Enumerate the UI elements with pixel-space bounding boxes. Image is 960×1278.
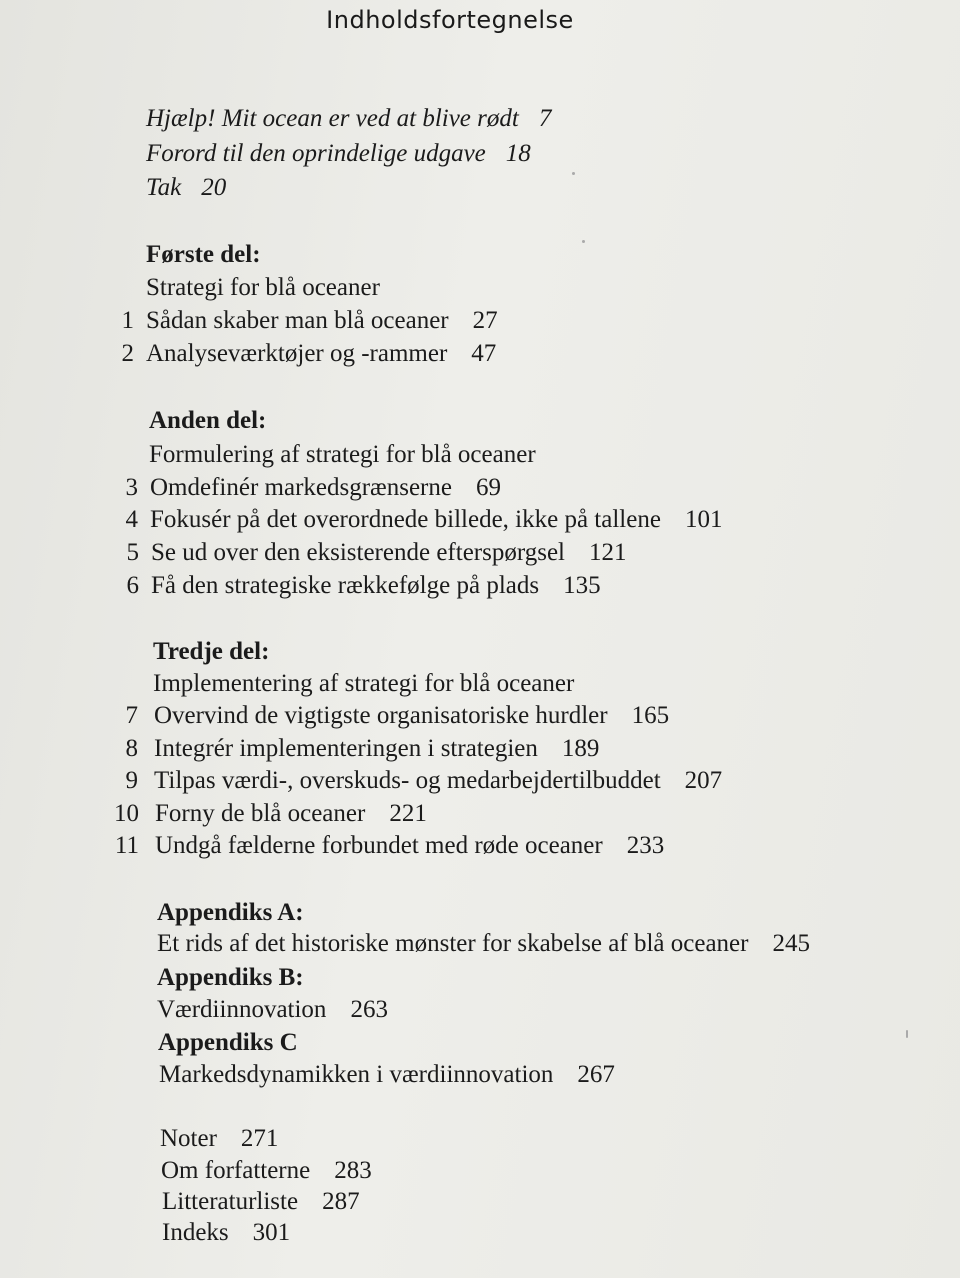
- chapter-number: 5: [126, 539, 139, 566]
- toc-chapter: [125, 766, 723, 796]
- part-heading: Anden del:: [149, 407, 267, 434]
- appendix-title: Markedsdynamikken i værdiinnovation: [159, 1061, 554, 1088]
- toc-chapter: [114, 831, 665, 861]
- part-heading: Første del:: [146, 241, 261, 268]
- toc-entry: [160, 1124, 278, 1154]
- appendix-page: 263: [350, 996, 388, 1023]
- appendix-heading: Appendiks C: [158, 1029, 298, 1056]
- chapter-title: Tilpas værdi-, overskuds- og medarbejdertilbuddet: [154, 767, 661, 794]
- toc-chapter: [126, 538, 627, 568]
- toc-entry-page: 287: [322, 1188, 360, 1215]
- part-subtitle: Strategi for blå oceaner: [146, 274, 380, 301]
- appendix-title: Et rids af det historiske mønster for skabelse af blå oceaner: [157, 930, 749, 957]
- appendix-title: Værdiinnovation: [157, 996, 327, 1023]
- chapter-number: 11: [114, 832, 139, 859]
- chapter-title: Undgå fælderne forbundet med røde oceaner: [155, 832, 603, 859]
- chapter-page: 189: [561, 735, 600, 762]
- toc-chapter: [125, 505, 723, 535]
- chapter-page: 207: [684, 767, 723, 794]
- chapter-page: 233: [626, 832, 665, 859]
- chapter-page: 101: [684, 506, 723, 533]
- toc-entry-title: Noter: [160, 1125, 217, 1152]
- toc-entry: [161, 1156, 372, 1186]
- chapter-page: 221: [389, 800, 427, 827]
- chapter-number: 10: [114, 800, 139, 827]
- appendix-heading: Appendiks B:: [157, 964, 304, 991]
- chapter-title: Sådan skaber man blå oceaner: [146, 307, 449, 334]
- toc-chapter: [121, 339, 497, 369]
- chapter-title: Integrér implementeringen i strategien: [154, 735, 538, 762]
- chapter-number: 2: [121, 340, 134, 367]
- toc-entry-title: Om forfatterne: [161, 1157, 311, 1184]
- paper-speck: [572, 172, 575, 175]
- chapter-title: Fokusér på det overordnede billede, ikke på tallene: [150, 506, 661, 533]
- chapter-number: 1: [121, 307, 134, 334]
- paper-speck: [582, 240, 585, 243]
- chapter-page: 27: [472, 307, 498, 334]
- toc-chapter: [121, 306, 498, 336]
- appendix-heading: Appendiks A:: [157, 899, 304, 926]
- toc-entry-title: Litteraturliste: [162, 1188, 299, 1215]
- chapter-number: 8: [125, 735, 138, 762]
- toc-entry: [162, 1187, 360, 1217]
- toc-chapter: [114, 799, 427, 829]
- chapter-title: Analyseværktøjer og -rammer: [146, 340, 448, 367]
- appendix-entry: [157, 929, 810, 959]
- paper-speck: [906, 1030, 908, 1038]
- toc-entry: [146, 173, 226, 203]
- toc-entry-page: 301: [252, 1219, 291, 1246]
- page-title: Indholdsfortegnelse: [326, 6, 574, 34]
- toc-entry: [146, 104, 551, 134]
- appendix-page: 267: [577, 1061, 615, 1088]
- toc-entry-page: 283: [334, 1157, 372, 1184]
- chapter-number: 3: [125, 474, 138, 501]
- chapter-page: 165: [631, 702, 670, 729]
- chapter-number: 9: [125, 767, 138, 794]
- toc-entry-title: Tak: [146, 174, 182, 201]
- toc-entry: [162, 1218, 290, 1248]
- chapter-page: 69: [475, 474, 501, 501]
- toc-entry-page: 18: [505, 140, 531, 167]
- toc-entry-title: Indeks: [162, 1219, 229, 1246]
- chapter-title: Omdefinér markedsgrænserne: [150, 474, 452, 501]
- chapter-title: Overvind de vigtigste organisatoriske hurdler: [154, 702, 608, 729]
- part-subtitle: Formulering af strategi for blå oceaner: [149, 441, 536, 468]
- chapter-title: Få den strategiske rækkefølge på plads: [151, 572, 540, 599]
- toc-entry-page: 7: [538, 105, 552, 132]
- chapter-title: Forny de blå oceaner: [155, 800, 366, 827]
- chapter-number: 7: [125, 702, 138, 729]
- appendix-entry: [159, 1060, 615, 1090]
- toc-entry-page: 271: [240, 1125, 279, 1152]
- toc-chapter: [125, 701, 670, 731]
- part-subtitle: Implementering af strategi for blå oceaner: [153, 670, 575, 697]
- toc-chapter: [125, 473, 501, 503]
- chapter-page: 121: [589, 539, 627, 566]
- toc-chapter: [125, 734, 600, 764]
- toc-entry-title: Hjælp! Mit ocean er ved at blive rødt: [146, 105, 519, 132]
- toc-chapter: [126, 571, 601, 601]
- chapter-page: 135: [563, 572, 601, 599]
- part-heading: Tredje del:: [153, 638, 270, 665]
- toc-entry-title: Forord til den oprindelige udgave: [146, 140, 486, 167]
- chapter-number: 4: [125, 506, 138, 533]
- toc-entry: [146, 139, 531, 169]
- toc-entry-page: 20: [201, 174, 227, 201]
- chapter-title: Se ud over den eksisterende efterspørgsel: [151, 539, 565, 566]
- chapter-number: 6: [126, 572, 139, 599]
- appendix-entry: [157, 995, 388, 1025]
- chapter-page: 47: [471, 340, 497, 367]
- appendix-page: 245: [772, 930, 810, 957]
